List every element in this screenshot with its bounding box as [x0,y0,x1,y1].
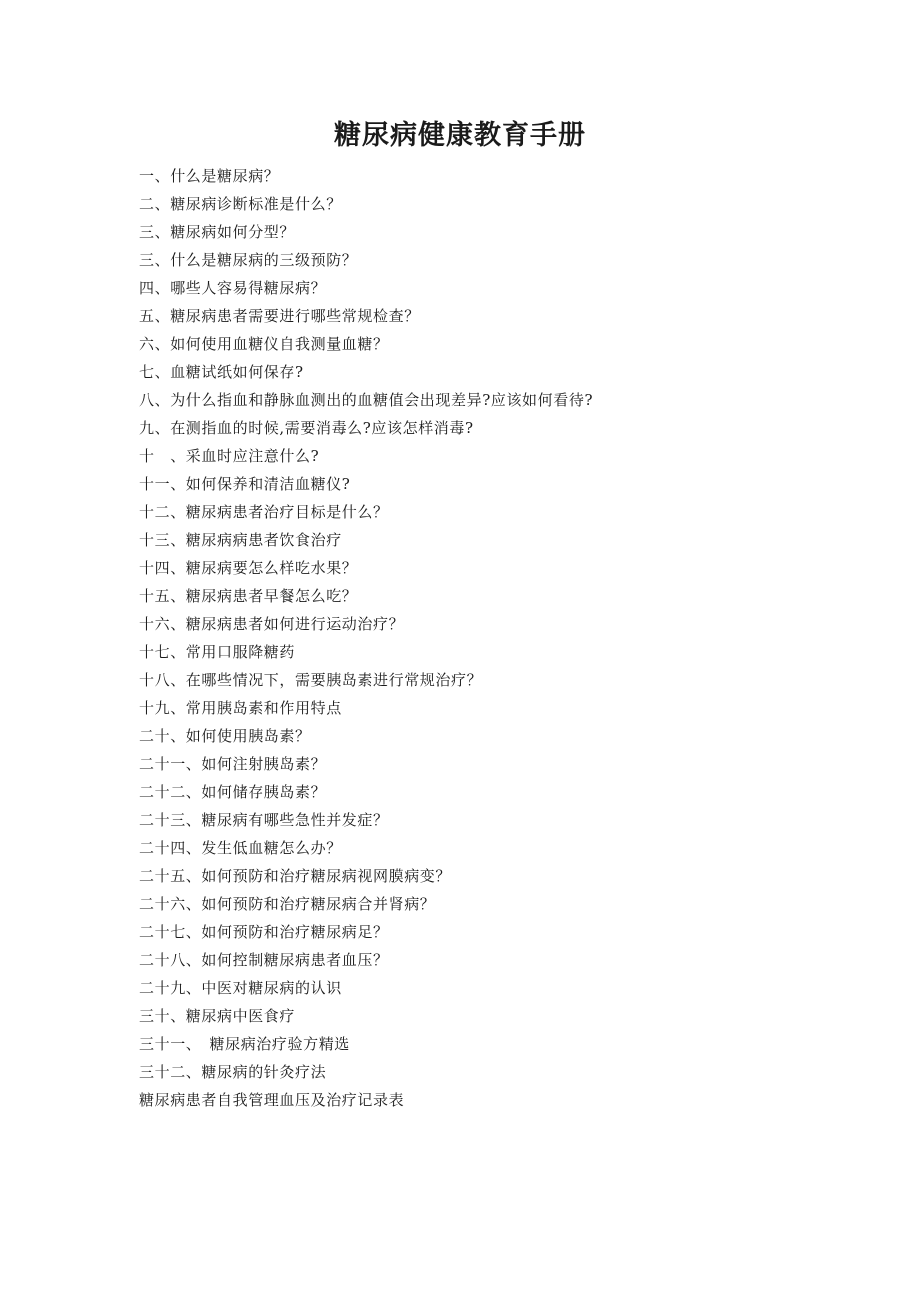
toc-item: 二、糖尿病诊断标准是什么？ [139,195,342,213]
toc-item: 二十、如何使用胰岛素？ [139,727,311,745]
toc-item: 二十二、如何储存胰岛素？ [139,783,327,801]
toc-item: 九、在测指血的时候,需要消毒么?应该怎样消毒? [139,419,474,437]
toc-item: 二十四、发生低血糖怎么办？ [139,839,342,857]
toc-item: 三十一、 糖尿病治疗验方精选 [139,1035,350,1053]
table-of-contents [139,162,593,1114]
toc-item: 三、什么是糖尿病的三级预防？ [139,251,358,269]
toc-item: 二十一、如何注射胰岛素？ [139,755,327,773]
toc-item: 六、如何使用血糖仪自我测量血糖？ [139,335,389,353]
toc-item: 十 、采血时应注意什么? [139,447,320,465]
toc-item: 一、什么是糖尿病？ [139,167,280,185]
toc-item: 三十二、糖尿病的针灸疗法 [139,1063,327,1081]
toc-item: 十八、在哪些情况下，需要胰岛素进行常规治疗？ [139,671,483,689]
toc-item: 十三、糖尿病病患者饮食治疗 [139,531,342,549]
toc-item: 三、糖尿病如何分型？ [139,223,296,241]
toc-item: 十四、糖尿病要怎么样吃水果？ [139,559,358,577]
toc-item: 二十八、如何控制糖尿病患者血压？ [139,951,389,969]
toc-item: 二十七、如何预防和治疗糖尿病足？ [139,923,389,941]
page-title: 糖尿病健康教育手册 [334,120,586,151]
toc-item: 十九、常用胰岛素和作用特点 [139,699,342,717]
toc-item: 二十六、如何预防和治疗糖尿病合并肾病？ [139,895,436,913]
toc-item: 四、哪些人容易得糖尿病？ [139,279,327,297]
toc-item: 糖尿病患者自我管理血压及治疗记录表 [139,1091,405,1109]
toc-item: 二十三、糖尿病有哪些急性并发症？ [139,811,389,829]
toc-item: 十六、糖尿病患者如何进行运动治疗？ [139,615,405,633]
toc-item: 五、糖尿病患者需要进行哪些常规检查？ [139,307,420,325]
toc-item: 八、为什么指血和静脉血测出的血糖值会出现差异?应该如何看待? [139,391,594,409]
toc-item: 十七、常用口服降糖药 [139,643,296,661]
toc-item: 七、血糖试纸如何保存? [139,363,304,381]
toc-item: 十五、糖尿病患者早餐怎么吃？ [139,587,358,605]
toc-item: 二十五、如何预防和治疗糖尿病视网膜病变？ [139,867,452,885]
toc-item: 二十九、中医对糖尿病的认识 [139,979,342,997]
toc-item: 十一、如何保养和清洁血糖仪? [139,475,351,493]
toc-item: 十二、糖尿病患者治疗目标是什么？ [139,503,389,521]
toc-item: 三十、糖尿病中医食疗 [139,1007,296,1025]
